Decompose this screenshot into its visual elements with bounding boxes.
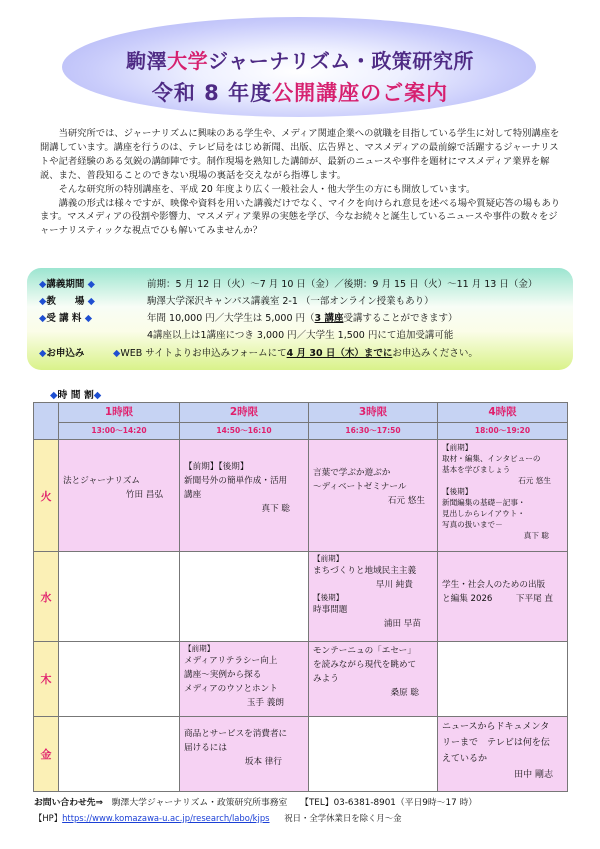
timetable-heading: ◆時 間 割◆: [50, 390, 102, 401]
day-thursday: 木: [34, 642, 59, 717]
info-apply-row: [27, 346, 573, 362]
intro-paragraph: そんな研究所の特別講座を、平成 20 年度より広く一般社会人・他大学生の方にも開放しています。: [58, 183, 476, 195]
hp-link[interactable]: https://www.komazawa-u.ac.jp/research/labo/kjps: [62, 813, 270, 823]
homepage-info: [34, 812, 401, 824]
info-fee-extra: 4講座以上は1講座につき 3,000 円／大学生 1,500 円にて追加受講可能: [147, 330, 454, 341]
lecture-cell: モンテーニュの「エセー」 を読みながら現代を眺めて みよう 桑原 聡: [309, 642, 438, 717]
timetable-corner: [34, 403, 59, 440]
period-header: 2時限: [180, 403, 309, 423]
info-period-label: ◆講義期間 ◆: [39, 279, 95, 290]
info-fee-label: ◆受 講 料 ◆: [39, 313, 93, 324]
lecture-cell: 商品とサービスを消費者に 届けるには 坂本 律行: [180, 717, 309, 792]
lecture-cell: ニュースからドキュメンタ リーまで テレビは何を伝 えているか 田中 剛志: [438, 717, 568, 792]
period-header: 4時限: [438, 403, 568, 423]
empty-cell: [59, 642, 180, 717]
hp-label: 【HP】: [34, 813, 63, 823]
lecture-cell: 法とジャーナリズム 竹田 昌弘: [59, 440, 180, 552]
period-time: 18:00～19:20: [438, 423, 568, 440]
info-period-row: [27, 277, 573, 293]
course-info-box: [27, 268, 573, 370]
contact-org: 駒澤大学ジャーナリズム・政策研究所事務室: [111, 798, 288, 808]
info-apply-label: ◆お申込み: [39, 348, 85, 359]
info-fee-extra-row: [27, 328, 573, 344]
empty-cell: [59, 717, 180, 792]
intro-text: [40, 127, 566, 238]
info-apply-value: ◆WEB サイトよりお申込みフォームにて4 月 30 日（木）までにお申込みください。: [113, 348, 478, 359]
lecture-cell: 【前期】 取材・編集、インタビューの 基本を学びましょう 石元 悠生 【後期】 新聞編集の基礎－記事・ 見出しからレイアウト・ 写真の扱いまで－ 真下 聡: [438, 440, 568, 552]
info-venue-label: ◆教 場 ◆: [39, 296, 95, 307]
info-fee-row: [27, 311, 573, 327]
day-wednesday: 水: [34, 552, 59, 642]
info-venue-row: [27, 294, 573, 310]
empty-cell: [59, 552, 180, 642]
lecture-cell: 【前期】 まちづくりと地域民主主義 早川 純貴 【後期】 時事問題 浦田 早苗: [309, 552, 438, 642]
lecture-cell: 学生・社会人のための出版 と編集 2026 下平尾 直: [438, 552, 568, 642]
period-time: 13:00～14:20: [59, 423, 180, 440]
info-fee-value: 年間 10,000 円／大学生は 5,000 円（3 講座受講することができます）: [147, 313, 458, 324]
page-title: 令和 8 年度公開講座のご案内: [151, 81, 449, 105]
lecture-cell: 【前期】 メディアリテラシー向上 講座～実例から探る メディアのウソとホント 玉手 義朗: [180, 642, 309, 717]
intro-paragraph: 当研究所では、ジャーナリズムに興味のある学生や、メディア関連企業への就職を目指している学生に対して特別講座を開講しています。講座を行うのは、テレビ局をはじめ新聞、出版、広告界と、マスメディアの最前線で活躍するジャーナリストや記者経験のある気鋭の講師陣です。制作現場を熟知した講師が、最新のニュースや事件を題材にマスメディア業界を解説、また、普段知ることのできない現場の裏話を交えながら指導します。: [40, 128, 560, 181]
lecture-cell: 言葉で学ぶか遊ぶか ～ディベートゼミナール 石元 悠生: [309, 440, 438, 552]
timetable: [33, 402, 568, 792]
period-header: 1時限: [59, 403, 180, 423]
day-friday: 金: [34, 717, 59, 792]
empty-cell: [438, 642, 568, 717]
empty-cell: [309, 717, 438, 792]
intro-paragraph: 講義の形式は様々ですが、映像や資料を用いた講義だけでなく、マイクを向けられ意見を述べる場や質疑応答の場もあります。マスメディアの役割や影響力、マスメディア業界の実態を学び、今なお続々と誕生しているニュースや事件の数々をジャーナリスティックな視点でひも解いてみませんか？: [40, 197, 561, 237]
hp-note: 祝日・全学休業日を除く月～金: [284, 813, 402, 823]
contact-tel: 【TEL】03-6381-8901（平日9時～17 時）: [300, 798, 478, 808]
period-time: 14:50～16:10: [180, 423, 309, 440]
contact-info: [34, 795, 477, 808]
contact-label: お問い合わせ先⇒: [34, 798, 103, 808]
lecture-cell: 【前期】【後期】 新聞号外の簡単作成・活用 講座 真下 聡: [180, 440, 309, 552]
institute-title: 駒澤大学ジャーナリズム・政策研究所: [126, 49, 474, 73]
period-header: 3時限: [309, 403, 438, 423]
period-time: 16:30～17:50: [309, 423, 438, 440]
day-tuesday: 火: [34, 440, 59, 552]
info-venue-value: 駒澤大学深沢キャンパス講義室 2-1 （一部オンライン授業もあり）: [147, 296, 434, 307]
info-period-value: 前期：5 月 12 日（火）～7 月 10 日（金）／後期：9 月 15 日（火）～11 月 13 日（金）: [147, 279, 538, 290]
empty-cell: [180, 552, 309, 642]
